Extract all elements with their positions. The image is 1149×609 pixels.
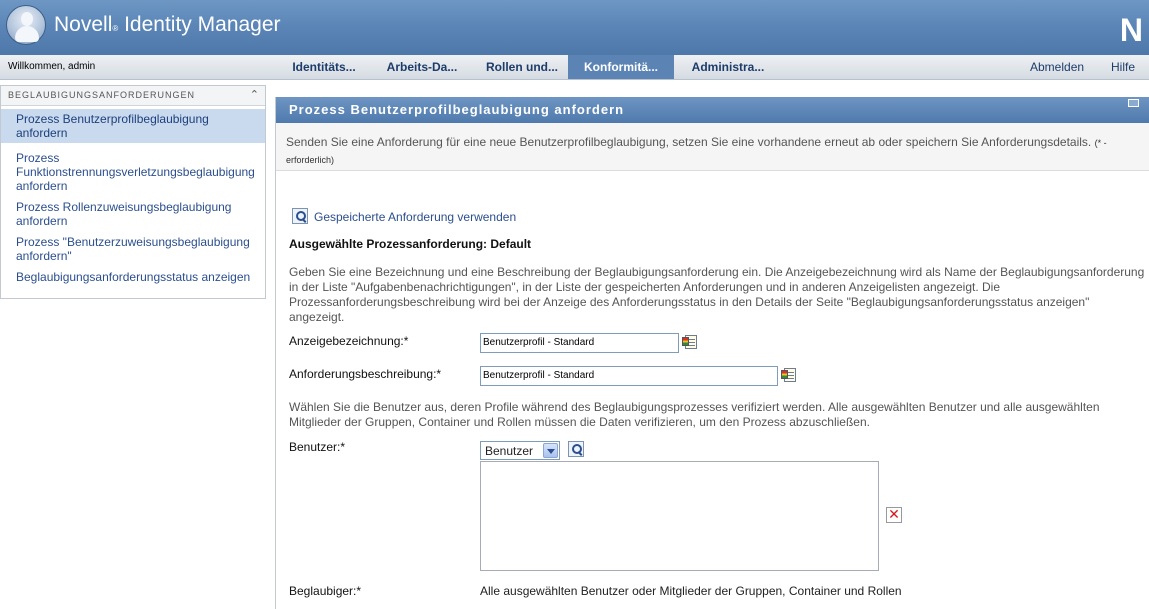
chevron-down-icon [543,443,558,458]
delete-icon[interactable]: ✕ [886,507,902,523]
help-link[interactable]: Hilfe [1111,60,1136,74]
attester-value: Alle ausgewählten Benutzer oder Mitglieder der Gruppen, Container und Rollen [480,584,902,598]
tab-administration[interactable]: Administra... [691,60,765,74]
user-logo-icon [6,5,46,45]
tab-identity[interactable]: Identitäts... [292,60,356,74]
description-label: Anforderungsbeschreibung:* [289,367,442,381]
description-input[interactable]: Benutzerprofil - Standard [480,366,778,386]
main-title-bar [276,97,1149,123]
selected-request-text: Ausgewählte Prozessanforderung: Default [289,237,532,251]
tab-work-dashboard[interactable]: Arbeits-Da... [386,60,458,74]
users-label: Benutzer:* [289,440,346,454]
app-title: Novell® Identity Manager [54,13,281,36]
users-listbox[interactable] [480,461,879,571]
main-panel [275,97,1149,609]
nav-bar [0,55,1149,80]
logout-link[interactable]: Abmelden [1030,60,1085,74]
double-chevron-up-icon[interactable]: ⌃ [249,88,259,101]
localize-icon[interactable] [781,367,797,383]
search-users-icon[interactable] [568,441,584,457]
search-saved-request-icon[interactable] [292,208,308,224]
window-layout-icon[interactable] [1128,99,1139,107]
welcome-text: Willkommen, admin [8,61,96,72]
tab-compliance[interactable]: Konformitä... [568,55,674,79]
localize-icon[interactable] [682,334,698,350]
attester-label: Beglaubiger:* [289,584,362,598]
sidebar-item-status[interactable]: Beglaubigungsanforderungsstatus anzeigen [16,270,251,284]
sidebar-item-user-assignment[interactable]: Prozess "Benutzerzuweisungsbeglaubigung anfordern" [16,235,250,263]
sidebar-item-role-assignment[interactable]: Prozess Rollenzuweisungsbeglaubigung anfordern [16,200,232,228]
required-note: (* - erforderlich) [286,138,1107,165]
novell-n-logo: N [1119,12,1143,48]
sidebar [0,85,266,299]
display-name-input[interactable]: Benutzerprofil - Standard [480,333,679,353]
page-title: Prozess Benutzerprofilbeglaubigung anfordern [289,102,625,117]
sidebar-header [1,86,265,106]
sidebar-item-user-profile[interactable]: Prozess Benutzerprofilbeglaubigung anfordern [1,109,265,143]
sidebar-item-sod-violation[interactable]: Prozess Funktionstrennungsverletzungsbeglaubigung anfordern [16,151,255,193]
display-label: Anzeigebezeichnung:* [289,334,409,348]
saved-request-link[interactable]: Gespeicherte Anforderung verwenden [314,210,517,224]
tab-roles[interactable]: Rollen und... [486,60,558,74]
app-header [0,0,1149,55]
naming-description: Geben Sie eine Bezeichnung und eine Beschreibung der Beglaubigungsanforderung ein. Die Anzeigebezeichnung wird als Name der Beglaubigungsanforderung in der Liste "Aufgabenbenachrichtigungen", in der Liste der gespeicherten Anforderungen und in anderen Anzeigelisten angezeigt. Die Prozessanforderungsbeschreibung wird bei der Anzeige des Anforderungsstatus in den Details der Seite "Beglaubigungsanforderungsstatus anzeigen" angezeigt. [289,265,1145,324]
sidebar-title: BEGLAUBIGUNGSANFORDERUNGEN [8,90,196,100]
intro-text: Senden Sie eine Anforderung für eine neue Benutzerprofilbeglaubigung, setzen Sie eine vorhandene erneut ab oder speichern Sie Anforderungsdetails. (* - erforderlich) [276,123,1149,171]
users-type-select[interactable]: Benutzer [480,441,560,460]
users-description: Wählen Sie die Benutzer aus, deren Profile während des Beglaubigungsprozesses verifiziert werden. Alle ausgewählten Benutzer und alle ausgewählten Mitglieder der Gruppen, Container und Rollen müssen die Daten verifizieren, um den Prozess abzuschließen. [289,400,1100,429]
